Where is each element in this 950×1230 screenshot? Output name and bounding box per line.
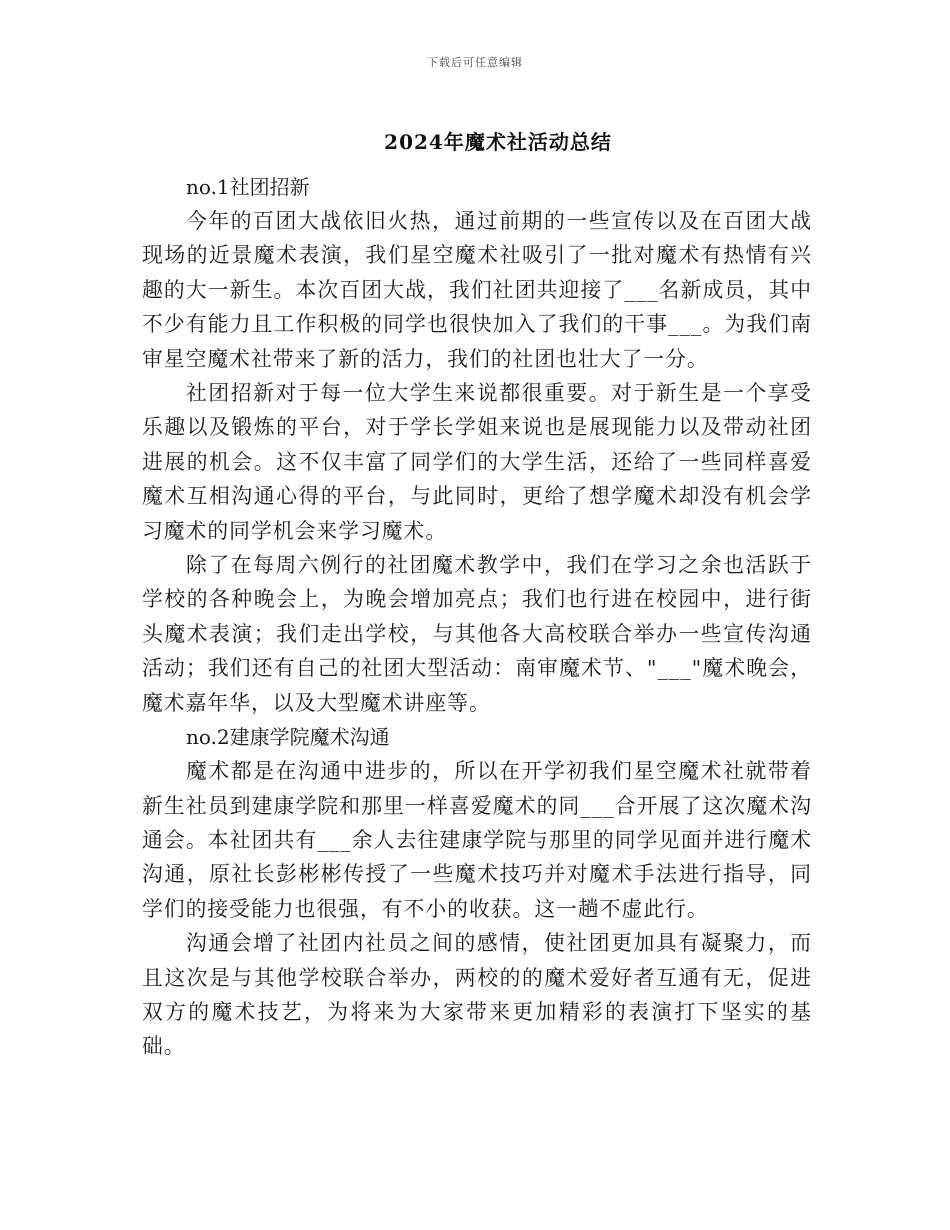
paragraph: 魔术都是在沟通中进步的，所以在开学初我们星空魔术社就带着新生社员到建康学院和那里一样喜爱魔术的同___合开展了这次魔术沟通会。本社团共有___余人去往建康学院与那里的同学见面并进行魔术沟通，原社长彭彬彬传授了一些魔术技巧并对魔术手法进行指导，同学们的接受能力也很强，有不小的收获。这一趟不虚此行。 [142,759,812,921]
paragraph: 今年的百团大战依旧火热，通过前期的一些宣传以及在百团大战现场的近景魔术表演，我们星空魔术社吸引了一批对魔术有热情有兴趣的大一新生。本次百团大战，我们社团共迎接了___名新成员，其中不少有能力且工作积极的同学也很快加入了我们的干事___。为我们南审星空魔术社带来了新的活力，我们的社团也壮大了一分。 [142,209,812,371]
paragraph: 沟通会增了社团内社员之间的感情，使社团更加具有凝聚力，而且这次是与其他学校联合举办，两校的的魔术爱好者互通有无，促进双方的魔术技艺，为将来为大家带来更加精彩的表演打下坚实的基础。 [142,931,812,1059]
paragraph: 社团招新对于每一位大学生来说都很重要。对于新生是一个享受乐趣以及锻炼的平台，对于学长学姐来说也是展现能力以及带动社团进展的机会。这不仅丰富了同学们的大学生活，还给了一些同样喜爱魔术互相沟通心得的平台，与此同时，更给了想学魔术却没有机会学习魔术的同学机会来学习魔术。 [142,381,812,543]
section-jiankang-exchange [142,720,812,1064]
section-heading: no.1社团招新 [186,175,310,199]
paragraph: 除了在每周六例行的社团魔术教学中，我们在学习之余也活跃于学校的各种晚会上，为晚会增加亮点；我们也行进在校园中，进行街头魔术表演；我们走出学校，与其他各大高校联合举办一些宣传沟通活动；我们还有自己的社团大型活动：南审魔术节、"___"魔术晚会，魔术嘉年华，以及大型魔术讲座等。 [142,553,812,715]
section-heading: no.2建康学院魔术沟通 [186,725,390,750]
header-note: 下载后可任意编辑 [427,56,523,69]
section-recruitment [142,170,812,720]
document-body [142,170,812,1064]
document-title: 2024年魔术社活动总结 [384,130,612,154]
